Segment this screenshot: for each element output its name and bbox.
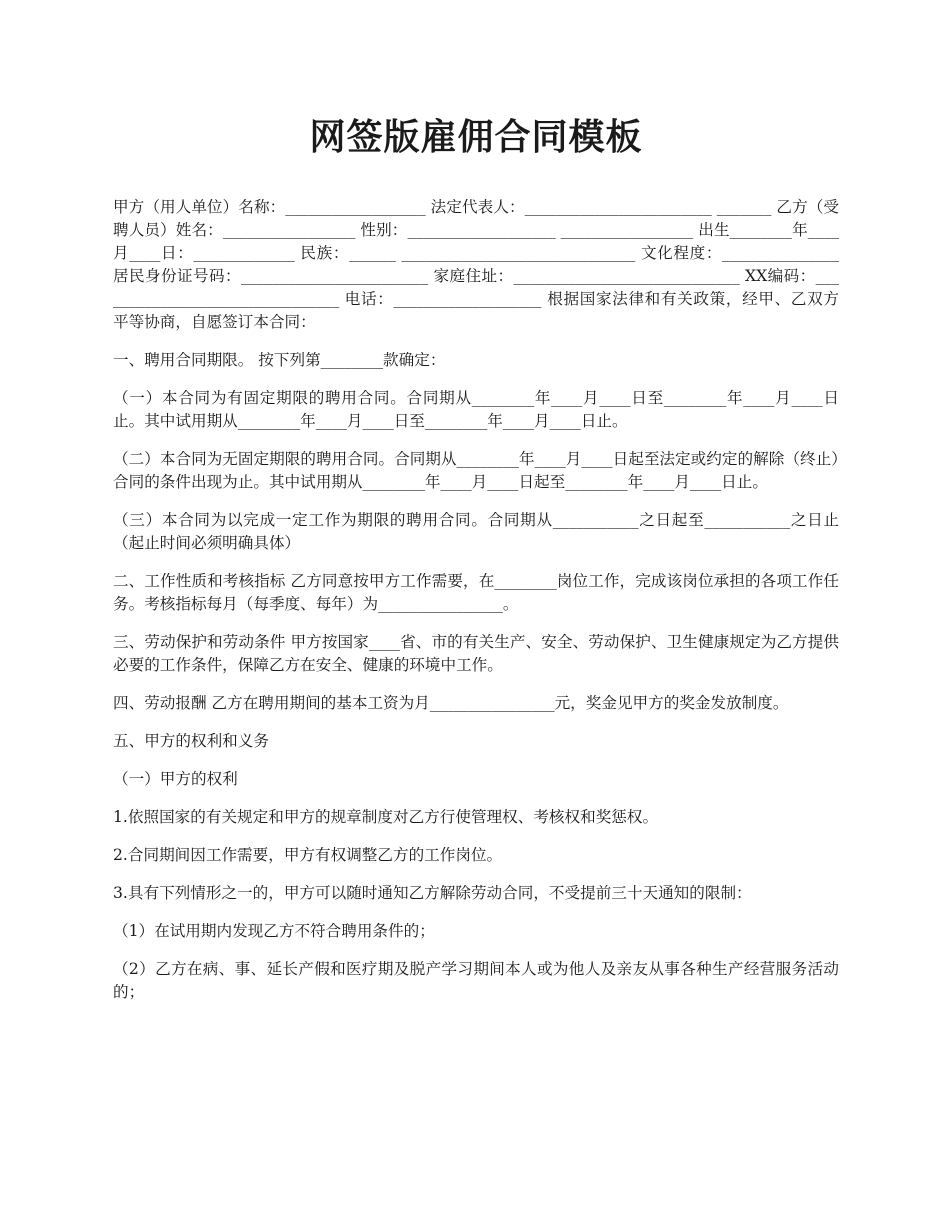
- party-a-rights-subheading: （一）甲方的权利: [113, 770, 238, 788]
- fixed-term-clause: （一）本合同为有固定期限的聘用合同。合同期从________年____月____日至________年____月____日止。其中试用期从________年____月____日至________年____月____日止。: [113, 389, 839, 430]
- parties-info-paragraph: 甲方（用人单位）名称：__________________ 法定代表人：________________________ _______ 乙方（受聘人员）姓名：_________________ 性别：___________________ _________________ 出生________年____月____日：_____________ 民族：______ ______________________________ 文化程度：_______________ 居民身份证号码：________________________ 家庭住址：_____________________________ XX编码：________________________________ 电话：___________________ 根据国家法律和有关政策，经甲、乙双方平等协商，自愿签订本合同：: [113, 198, 839, 331]
- party-a-rights-heading: 五、甲方的权利和义务: [113, 732, 269, 750]
- document-title: 网签版雇佣合同模板: [309, 116, 643, 158]
- open-term-clause: （二）本合同为无固定期限的聘用合同。合同期从________年____月____日起至法定或约定的解除（终止）合同的条件出现为止。其中试用期从________年____月____日起至________年____月____日止。: [113, 450, 839, 491]
- right-item-1: 1.依照国家的有关规定和甲方的规章制度对乙方行使管理权、考核权和奖惩权。: [113, 808, 659, 826]
- right-item-3: 3.具有下列情形之一的，甲方可以随时通知乙方解除劳动合同，不受提前三十天通知的限制：: [113, 884, 752, 902]
- right-item-2: 2.合同期间因工作需要，甲方有权调整乙方的工作岗位。: [113, 846, 503, 864]
- termination-case-1: （1）在试用期内发现乙方不符合聘用条件的；: [113, 922, 435, 940]
- work-nature-clause: 二、工作性质和考核指标 乙方同意按甲方工作需要，在________岗位工作，完成该岗位承担的各项工作任务。考核指标每月（每季度、每年）为________________。: [113, 572, 839, 613]
- task-term-clause: （三）本合同为以完成一定工作为期限的聘用合同。合同期从___________之日起至___________之日止（起止时间必须明确具体）: [113, 511, 839, 552]
- contract-term-heading: 一、聘用合同期限。 按下列第________款确定：: [113, 351, 446, 369]
- document-page: [113, 108, 839, 1019]
- labor-protection-clause: 三、劳动保护和劳动条件 甲方按国家____省、市的有关生产、安全、劳动保护、卫生健康规定为乙方提供必要的工作条件，保障乙方在安全、健康的环境中工作。: [113, 633, 839, 674]
- salary-clause: 四、劳动报酬 乙方在聘用期间的基本工资为月________________元，奖金见甲方的奖金发放制度。: [113, 694, 789, 712]
- termination-case-2: （2）乙方在病、事、延长产假和医疗期及脱产学习期间本人或为他人及亲友从事各种生产经营服务活动的；: [113, 960, 839, 1001]
